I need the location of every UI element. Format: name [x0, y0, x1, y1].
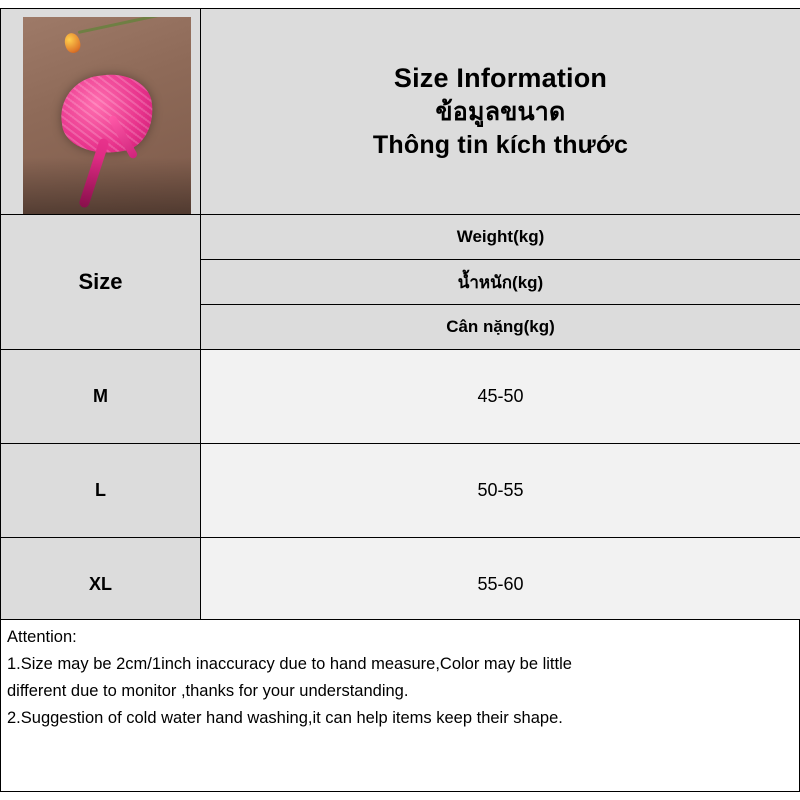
attention-heading: Attention: — [7, 628, 77, 646]
flower-stem-icon — [78, 17, 191, 34]
attention-line-2: different due to monitor ,thanks for your understanding. — [7, 681, 409, 700]
attention-line-1: 1.Size may be 2cm/1inch inaccuracy due to hand measure,Color may be little — [7, 654, 572, 673]
table-row — [1, 350, 800, 444]
size-label-m: M — [1, 350, 201, 444]
size-label-xl: XL — [1, 538, 201, 632]
page-title-vi: Thông tin kích thước — [372, 131, 629, 160]
size-column-header: Size — [1, 215, 201, 350]
weight-header-th: น้ำหนัก(kg) — [201, 260, 800, 305]
flower-bud-icon — [63, 31, 83, 54]
weight-header-vi: Cân nặng(kg) — [201, 305, 800, 350]
table-row-title — [1, 9, 800, 215]
attention-line-3: 2.Suggestion of cold water hand washing,it can help items keep their shape. — [7, 708, 563, 727]
photo-shadow-overlay — [23, 157, 191, 215]
table-row-header-en — [1, 215, 800, 260]
weight-value-m: 45-50 — [201, 350, 800, 444]
weight-value-l: 50-55 — [201, 444, 800, 538]
attention-block — [0, 619, 800, 792]
table-row — [1, 538, 800, 632]
weight-value-xl: 55-60 — [201, 538, 800, 632]
size-label-l: L — [1, 444, 201, 538]
product-photo — [23, 17, 191, 215]
page-title-th: ข้อมูลขนาด — [435, 98, 566, 127]
title-cell — [201, 9, 800, 215]
product-image-cell — [1, 9, 201, 215]
weight-header-en: Weight(kg) — [201, 215, 800, 260]
size-information-table — [0, 8, 800, 632]
page-title-en: Size Information — [393, 62, 608, 93]
table-row — [1, 444, 800, 538]
